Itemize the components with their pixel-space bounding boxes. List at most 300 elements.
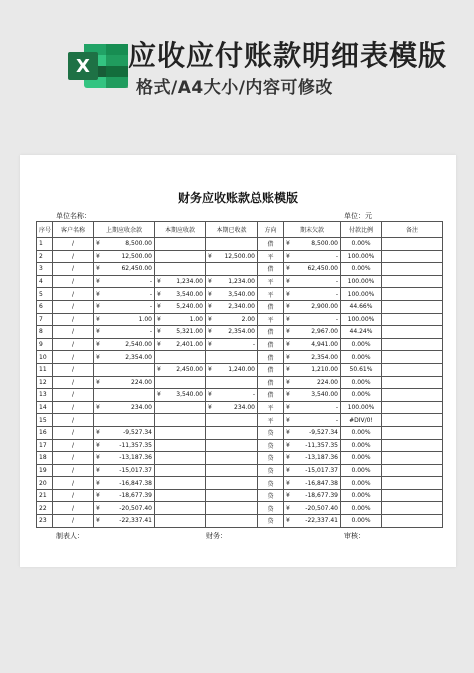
table-row [37,351,443,364]
previous-balance-cell [94,338,155,351]
ending-balance-cell [284,464,341,477]
amount-value: -15,017.37 [119,466,152,474]
ending-balance-cell [284,489,341,502]
customer-name-cell: / [53,263,94,276]
table-row [37,502,443,515]
current-receivable-cell [155,338,206,351]
remark-cell [382,439,443,452]
amount-value: 1,210.00 [311,366,338,374]
currency-symbol: ¥ [208,391,212,399]
review-label: 审核： [344,532,365,540]
customer-name-cell: / [53,389,94,402]
amount-value: 2,401.00 [176,341,203,349]
previous-balance-cell [94,515,155,528]
currency-symbol: ¥ [208,315,212,323]
amount-value: -13,187.36 [119,454,152,462]
table-row [37,515,443,528]
currency-symbol: ¥ [208,328,212,336]
current-receivable-cell [155,452,206,465]
currency-symbol: ¥ [96,454,100,462]
payment-ratio-cell: 0.00% [341,376,382,389]
table-row [37,389,443,402]
currency-symbol: ¥ [286,492,290,500]
ending-balance-cell [284,363,341,376]
amount-value: 224.00 [131,378,152,386]
previous-balance-cell [94,363,155,376]
current-received-cell [206,414,258,427]
amount-value: - [335,278,338,286]
table-header-row [37,222,443,238]
current-receivable-cell [155,300,206,313]
previous-balance-cell [94,238,155,251]
payment-ratio-cell: 100.00% [341,275,382,288]
previous-balance-cell [94,414,155,427]
currency-symbol: ¥ [157,391,161,399]
payment-ratio-cell: 0.00% [341,439,382,452]
currency-symbol: ¥ [157,290,161,298]
remark-cell [382,351,443,364]
current-receivable-cell [155,477,206,490]
current-receivable-cell [155,313,206,326]
amount-value: 2,450.00 [176,366,203,374]
amount-value: 2.00 [241,315,255,323]
currency-unit-label: 单位：元 [344,212,372,220]
currency-symbol: ¥ [96,492,100,500]
ending-balance-cell [284,313,341,326]
current-received-cell [206,326,258,339]
table-row [37,452,443,465]
currency-symbol: ¥ [96,378,100,386]
payment-ratio-cell: 0.00% [341,426,382,439]
currency-symbol: ¥ [286,404,290,412]
previous-balance-cell [94,401,155,414]
amount-value: 62,450.00 [307,265,338,273]
currency-symbol: ¥ [96,353,100,361]
table-row [37,376,443,389]
previous-balance-cell [94,502,155,515]
currency-symbol: ¥ [96,504,100,512]
currency-symbol: ¥ [286,429,290,437]
previous-balance-cell [94,477,155,490]
row-number: 22 [37,502,53,515]
customer-name-cell: / [53,338,94,351]
table-row [37,489,443,502]
amount-value: 1.00 [138,315,152,323]
remark-cell [382,452,443,465]
row-number: 15 [37,414,53,427]
currency-symbol: ¥ [286,504,290,512]
customer-name-cell: / [53,313,94,326]
currency-symbol: ¥ [286,479,290,487]
amount-value: - [252,341,255,349]
column-header: 期末欠款 [284,222,341,238]
customer-name-cell: / [53,363,94,376]
payment-ratio-cell: 44.66% [341,300,382,313]
ending-balance-cell [284,477,341,490]
direction-cell: 借 [258,338,284,351]
currency-symbol: ¥ [96,252,100,260]
row-number: 9 [37,338,53,351]
table-row [37,326,443,339]
ending-balance-cell [284,452,341,465]
ending-balance-cell [284,426,341,439]
current-received-cell [206,300,258,313]
column-header: 方向 [258,222,284,238]
template-header [0,0,474,130]
payment-ratio-cell: 100.00% [341,313,382,326]
current-receivable-cell [155,414,206,427]
current-received-cell [206,489,258,502]
currency-symbol: ¥ [208,366,212,374]
current-received-cell [206,288,258,301]
currency-symbol: ¥ [286,517,290,525]
currency-symbol: ¥ [286,366,290,374]
current-received-cell [206,250,258,263]
customer-name-cell: / [53,502,94,515]
customer-name-cell: / [53,351,94,364]
table-row [37,426,443,439]
currency-symbol: ¥ [286,328,290,336]
current-receivable-cell [155,439,206,452]
unit-name-label: 单位名称： [56,212,91,220]
row-number: 3 [37,263,53,276]
payment-ratio-cell: 100.00% [341,401,382,414]
amount-value: 234.00 [234,404,255,412]
direction-cell: 贷 [258,464,284,477]
current-received-cell [206,464,258,477]
direction-cell: 贷 [258,477,284,490]
currency-symbol: ¥ [96,315,100,323]
currency-symbol: ¥ [208,404,212,412]
direction-cell: 借 [258,326,284,339]
current-received-cell [206,389,258,402]
currency-symbol: ¥ [286,290,290,298]
currency-symbol: ¥ [157,366,161,374]
amount-value: - [335,252,338,260]
currency-symbol: ¥ [96,341,100,349]
customer-name-cell: / [53,464,94,477]
currency-symbol: ¥ [96,278,100,286]
current-received-cell [206,426,258,439]
ending-balance-cell [284,414,341,427]
current-receivable-cell [155,275,206,288]
row-number: 1 [37,238,53,251]
amount-value: -15,017.37 [305,466,338,474]
payment-ratio-cell: 0.00% [341,389,382,402]
remark-cell [382,250,443,263]
amount-value: - [335,315,338,323]
current-receivable-cell [155,263,206,276]
amount-value: 3,540.00 [311,391,338,399]
payment-ratio-cell: 50.61% [341,363,382,376]
previous-balance-cell [94,326,155,339]
row-number: 19 [37,464,53,477]
direction-cell: 平 [258,401,284,414]
amount-value: 2,354.00 [125,353,152,361]
customer-name-cell: / [53,250,94,263]
row-number: 18 [37,452,53,465]
customer-name-cell: / [53,238,94,251]
current-receivable-cell [155,401,206,414]
table-row [37,464,443,477]
current-receivable-cell [155,389,206,402]
currency-symbol: ¥ [157,328,161,336]
amount-value: - [335,416,338,424]
amount-value: 1,234.00 [228,278,255,286]
remark-cell [382,313,443,326]
previous-balance-cell [94,263,155,276]
table-row [37,313,443,326]
direction-cell: 平 [258,288,284,301]
currency-symbol: ¥ [286,278,290,286]
previous-balance-cell [94,300,155,313]
amount-value: - [335,290,338,298]
table-row [37,338,443,351]
preparer-label: 制表人： [56,532,84,540]
previous-balance-cell [94,439,155,452]
previous-balance-cell [94,376,155,389]
row-number: 5 [37,288,53,301]
ending-balance-cell [284,376,341,389]
currency-symbol: ¥ [96,303,100,311]
customer-name-cell: / [53,439,94,452]
amount-value: -13,187.36 [305,454,338,462]
ending-balance-cell [284,515,341,528]
direction-cell: 借 [258,363,284,376]
amount-value: 5,321.00 [176,328,203,336]
currency-symbol: ¥ [208,278,212,286]
previous-balance-cell [94,489,155,502]
ending-balance-cell [284,502,341,515]
row-number: 17 [37,439,53,452]
direction-cell: 借 [258,238,284,251]
currency-symbol: ¥ [208,252,212,260]
currency-symbol: ¥ [286,378,290,386]
table-row [37,363,443,376]
amount-value: 5,240.00 [176,303,203,311]
amount-value: 12,500.00 [121,252,152,260]
previous-balance-cell [94,275,155,288]
current-receivable-cell [155,489,206,502]
previous-balance-cell [94,351,155,364]
table-row [37,414,443,427]
amount-value: 1.00 [189,315,203,323]
amount-value: 8,500.00 [125,240,152,248]
column-header: 本期应收款 [155,222,206,238]
customer-name-cell: / [53,288,94,301]
current-receivable-cell [155,363,206,376]
customer-name-cell: / [53,401,94,414]
direction-cell: 借 [258,263,284,276]
direction-cell: 贷 [258,502,284,515]
current-receivable-cell [155,288,206,301]
customer-name-cell: / [53,275,94,288]
currency-symbol: ¥ [96,404,100,412]
page-subtitle: 格式/A4大小/内容可修改 [136,78,333,98]
amount-value: - [149,290,152,298]
currency-symbol: ¥ [286,341,290,349]
previous-balance-cell [94,288,155,301]
previous-balance-cell [94,389,155,402]
current-receivable-cell [155,250,206,263]
table-row [37,300,443,313]
amount-value: -20,507.40 [119,504,152,512]
payment-ratio-cell: 0.00% [341,489,382,502]
direction-cell: 借 [258,389,284,402]
ending-balance-cell [284,401,341,414]
row-number: 4 [37,275,53,288]
column-header: 上期应收余款 [94,222,155,238]
amount-value: -16,847.38 [119,479,152,487]
currency-symbol: ¥ [157,341,161,349]
current-received-cell [206,502,258,515]
currency-symbol: ¥ [96,466,100,474]
current-received-cell [206,313,258,326]
currency-symbol: ¥ [208,303,212,311]
direction-cell: 借 [258,351,284,364]
customer-name-cell: / [53,452,94,465]
currency-symbol: ¥ [157,315,161,323]
remark-cell [382,464,443,477]
amount-value: - [252,391,255,399]
table-row [37,477,443,490]
excel-icon [62,40,132,92]
amount-value: 1,240.00 [228,366,255,374]
column-header: 本期已收款 [206,222,258,238]
amount-value: 2,967.00 [311,328,338,336]
currency-symbol: ¥ [96,328,100,336]
currency-symbol: ¥ [286,240,290,248]
svg-text:X: X [76,56,90,77]
row-number: 7 [37,313,53,326]
direction-cell: 贷 [258,426,284,439]
currency-symbol: ¥ [286,303,290,311]
row-number: 6 [37,300,53,313]
payment-ratio-cell: 0.00% [341,263,382,276]
currency-symbol: ¥ [96,479,100,487]
direction-cell: 平 [258,414,284,427]
remark-cell [382,489,443,502]
amount-value: 3,540.00 [176,290,203,298]
ending-balance-cell [284,338,341,351]
direction-cell: 平 [258,250,284,263]
amount-value: -20,507.40 [305,504,338,512]
remark-cell [382,338,443,351]
currency-symbol: ¥ [208,341,212,349]
amount-value: - [335,404,338,412]
ending-balance-cell [284,238,341,251]
customer-name-cell: / [53,414,94,427]
payment-ratio-cell: 0.00% [341,502,382,515]
amount-value: 2,354.00 [311,353,338,361]
amount-value: -16,847.38 [305,479,338,487]
ending-balance-cell [284,351,341,364]
customer-name-cell: / [53,489,94,502]
remark-cell [382,502,443,515]
table-row [37,439,443,452]
current-received-cell [206,515,258,528]
currency-symbol: ¥ [286,454,290,462]
currency-symbol: ¥ [286,441,290,449]
amount-value: - [149,278,152,286]
amount-value: -22,337.41 [305,517,338,525]
customer-name-cell: / [53,477,94,490]
amount-value: 3,540.00 [228,290,255,298]
payment-ratio-cell: 0.00% [341,464,382,477]
current-receivable-cell [155,464,206,477]
amount-value: -22,337.41 [119,517,152,525]
amount-value: 4,941.00 [311,341,338,349]
direction-cell: 贷 [258,452,284,465]
payment-ratio-cell: 0.00% [341,351,382,364]
remark-cell [382,263,443,276]
payment-ratio-cell: 0.00% [341,452,382,465]
amount-value: 8,500.00 [311,240,338,248]
currency-symbol: ¥ [286,252,290,260]
currency-symbol: ¥ [96,429,100,437]
row-number: 21 [37,489,53,502]
payment-ratio-cell: 0.00% [341,338,382,351]
customer-name-cell: / [53,515,94,528]
row-number: 14 [37,401,53,414]
previous-balance-cell [94,426,155,439]
amount-value: -18,677.39 [119,492,152,500]
remark-cell [382,515,443,528]
table-row [37,275,443,288]
amount-value: - [149,303,152,311]
finance-label: 财务： [206,532,227,540]
currency-symbol: ¥ [286,391,290,399]
currency-symbol: ¥ [96,517,100,525]
current-receivable-cell [155,351,206,364]
ending-balance-cell [284,263,341,276]
ending-balance-cell [284,326,341,339]
row-number: 16 [37,426,53,439]
payment-ratio-cell: #DIV/0! [341,414,382,427]
direction-cell: 贷 [258,439,284,452]
table-row [37,401,443,414]
remark-cell [382,326,443,339]
customer-name-cell: / [53,300,94,313]
previous-balance-cell [94,313,155,326]
amount-value: 1,234.00 [176,278,203,286]
row-number: 10 [37,351,53,364]
previous-balance-cell [94,452,155,465]
remark-cell [382,414,443,427]
column-header: 序号 [37,222,53,238]
ledger-table [36,221,443,528]
table-row [37,288,443,301]
amount-value: 234.00 [131,404,152,412]
sheet-title: 财务应收账款总账模版 [177,191,298,205]
currency-symbol: ¥ [157,303,161,311]
amount-value: 2,540.00 [125,341,152,349]
current-received-cell [206,351,258,364]
remark-cell [382,288,443,301]
remark-cell [382,401,443,414]
payment-ratio-cell: 100.00% [341,288,382,301]
payment-ratio-cell: 0.00% [341,515,382,528]
current-received-cell [206,376,258,389]
amount-value: -11,357.35 [119,441,152,449]
remark-cell [382,426,443,439]
page-title: 应收应付账款明细表模版 [128,39,448,72]
row-number: 2 [37,250,53,263]
direction-cell: 借 [258,376,284,389]
payment-ratio-cell: 44.24% [341,326,382,339]
amount-value: 12,500.00 [224,252,255,260]
current-received-cell [206,363,258,376]
